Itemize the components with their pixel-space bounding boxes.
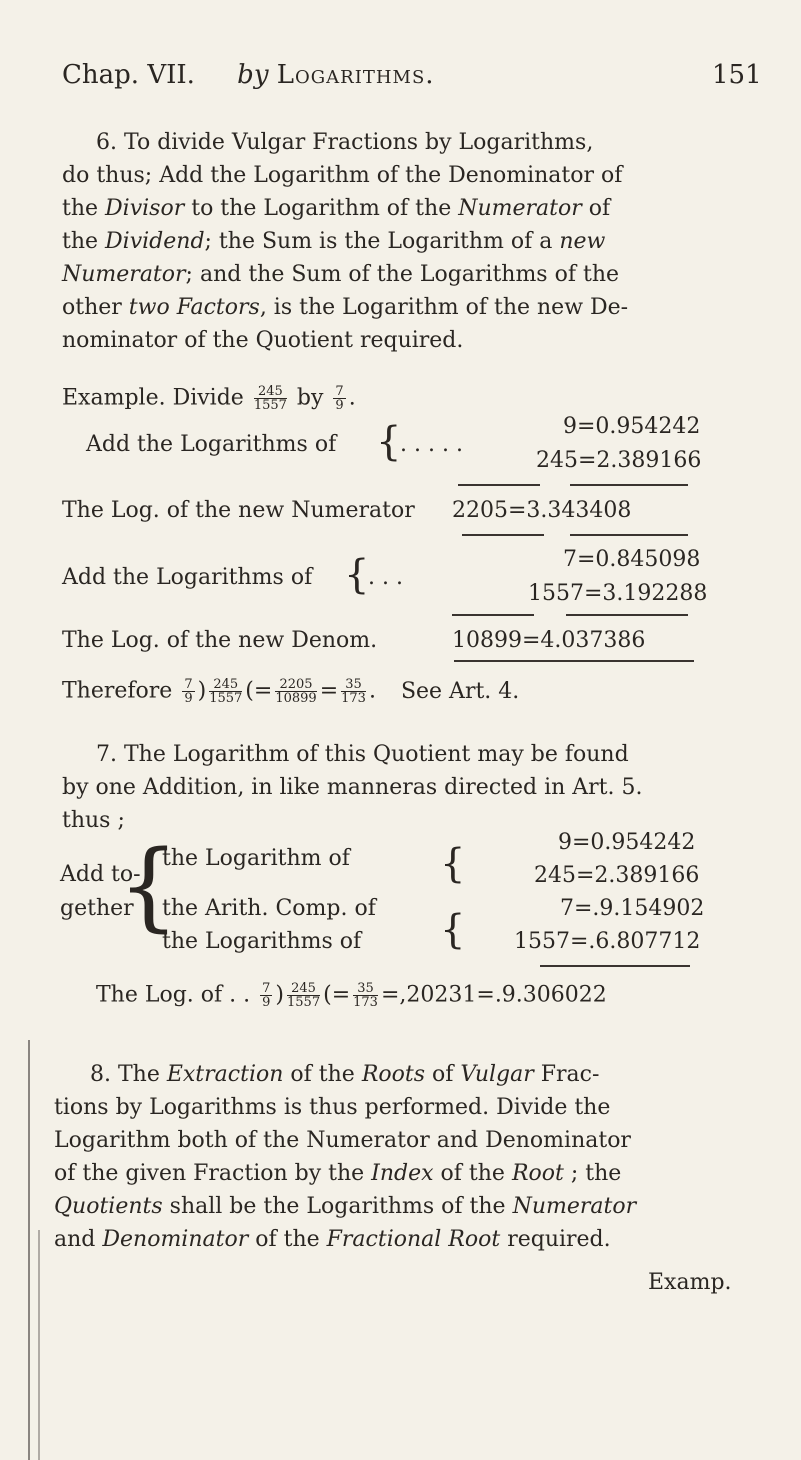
para8-line5 bbox=[54, 1194, 636, 1219]
new-denom-value: 10899=4.037386 bbox=[452, 628, 646, 653]
t: of bbox=[425, 1062, 461, 1087]
para6-line4 bbox=[62, 229, 605, 254]
row-7: 7=.9.154902 bbox=[560, 896, 705, 921]
fraction bbox=[275, 678, 316, 705]
rule bbox=[566, 614, 688, 616]
therefore-word: Therefore bbox=[62, 678, 173, 704]
new-numerator-label: The Log. of the new Numerator bbox=[62, 498, 415, 523]
t: ; the Sum is the Logarithm of a bbox=[204, 229, 560, 254]
fraction bbox=[209, 678, 242, 705]
dots-2: . . . bbox=[368, 565, 403, 590]
header-title: Logarithms. bbox=[276, 60, 435, 90]
log-result-value: =,20231=.9.306022 bbox=[380, 982, 607, 1008]
rule bbox=[570, 534, 688, 536]
numerator: 7 bbox=[262, 981, 271, 996]
denominator: 1557 bbox=[209, 691, 243, 706]
para7-line3: thus ; bbox=[62, 808, 125, 833]
t: of the given Fraction by the bbox=[54, 1161, 372, 1186]
fraction bbox=[182, 678, 194, 705]
col-logarithm-of: the Logarithm of bbox=[162, 846, 350, 871]
numerator: 7 bbox=[184, 677, 193, 692]
para6-line2 bbox=[62, 163, 622, 188]
page-number: 151 bbox=[712, 60, 762, 90]
para6-line3 bbox=[62, 196, 610, 221]
t-denominator: Denominator bbox=[102, 1227, 249, 1252]
t-vulgar: Vulgar bbox=[460, 1062, 534, 1087]
fraction bbox=[341, 678, 366, 705]
numerator: 35 bbox=[353, 982, 378, 996]
t-roots: Roots bbox=[361, 1062, 425, 1087]
rule bbox=[540, 965, 690, 967]
add-logs-label-1 bbox=[86, 432, 336, 457]
denominator: 173 bbox=[341, 691, 366, 706]
col-arith-comp: the Arith. Comp. of bbox=[162, 896, 376, 921]
t-numerator: Numerator bbox=[62, 262, 186, 287]
para6-line5 bbox=[62, 262, 619, 287]
therefore-line: Therefore $\frac{7}{9}$ ) $\frac{245}{1557}$ (= $\frac{2205}{10899}$ = $\frac{35}{173}$ . See Art. 4. bbox=[62, 677, 520, 706]
para8-line1 bbox=[90, 1062, 599, 1087]
big-brace-left: { bbox=[118, 830, 180, 942]
para7-line1: 7. The Logarithm of this Quotient may be found bbox=[96, 742, 629, 767]
t-new: new bbox=[559, 229, 606, 254]
fraction bbox=[260, 982, 272, 1009]
denominator: 173 bbox=[353, 995, 378, 1010]
numerator: 245 bbox=[287, 982, 320, 996]
denominator: 9 bbox=[184, 691, 193, 706]
chapter-label: Chap. VII. bbox=[62, 60, 195, 90]
para6-line6 bbox=[62, 295, 628, 320]
log-row-245: 245=2.389166 bbox=[536, 448, 702, 473]
t: to the Logarithm of the bbox=[184, 196, 459, 221]
denominator: 9 bbox=[262, 995, 271, 1010]
t-divisor: Divisor bbox=[105, 196, 185, 221]
dots-1: . . . . . bbox=[400, 432, 463, 457]
para6-line2-text: do thus; Add the Logarithm of the Denominator of bbox=[62, 163, 623, 188]
brace-4: { bbox=[440, 907, 466, 953]
t: . bbox=[348, 385, 356, 411]
t-root: Root bbox=[511, 1161, 564, 1186]
new-denom-label: The Log. of the new Denom. bbox=[62, 628, 378, 653]
denominator: 9 bbox=[335, 398, 344, 413]
t: of the bbox=[248, 1227, 327, 1252]
gether-label: gether bbox=[60, 896, 134, 921]
t-numerator: Numerator bbox=[512, 1194, 637, 1219]
fraction bbox=[287, 982, 320, 1009]
t: Add the Logarithms of bbox=[86, 432, 337, 457]
rule bbox=[458, 484, 540, 486]
rule bbox=[462, 534, 544, 536]
t: other bbox=[62, 295, 129, 320]
t-extraction: Extraction bbox=[166, 1062, 284, 1087]
brace-3: { bbox=[440, 841, 466, 887]
t-dividend: Dividend bbox=[105, 229, 205, 254]
t: of the bbox=[283, 1062, 362, 1087]
log-of-result-line: The Log. of . . $\frac{7}{9}$ ) $\frac{245}{1557}$ (= $\frac{35}{173}$ =,20231=.9.306022 bbox=[96, 981, 607, 1010]
numerator: 245 bbox=[254, 385, 287, 399]
numerator: 7 bbox=[335, 384, 344, 399]
log-row-1557: 1557=3.192288 bbox=[528, 581, 708, 606]
add-to-label: Add to- bbox=[60, 862, 141, 887]
brace-2: { bbox=[344, 552, 370, 598]
t: and bbox=[54, 1227, 103, 1252]
catchword: Examp. bbox=[648, 1270, 732, 1295]
rule bbox=[452, 614, 534, 616]
t: The Log. of . . bbox=[96, 982, 251, 1008]
t-fractional-root: Fractional Root bbox=[326, 1227, 501, 1252]
t-numerator: Numerator bbox=[458, 196, 582, 221]
new-numerator-value: 2205=3.343408 bbox=[452, 498, 632, 523]
t: Frac- bbox=[533, 1062, 600, 1087]
example-fraction-1 bbox=[254, 385, 287, 412]
log-row-7: 7=0.845098 bbox=[563, 547, 701, 572]
rule bbox=[570, 484, 688, 486]
t: the bbox=[62, 196, 106, 221]
brace-1: { bbox=[376, 419, 402, 465]
numerator: 245 bbox=[209, 678, 242, 692]
t: of the bbox=[433, 1161, 512, 1186]
gutter-shadow bbox=[28, 1040, 30, 1460]
para8-line6 bbox=[54, 1227, 611, 1252]
col-logarithms-of: the Logarithms of bbox=[162, 929, 362, 954]
denominator: 10899 bbox=[275, 691, 317, 706]
numerator: 2205 bbox=[275, 678, 316, 692]
denominator: 1557 bbox=[287, 995, 321, 1010]
para8-line2: tions by Logarithms is thus performed. Divide the bbox=[54, 1095, 611, 1120]
gutter-shadow bbox=[38, 1230, 40, 1460]
example-by: by bbox=[296, 385, 324, 411]
t: the bbox=[62, 229, 106, 254]
see-article: See Art. 4. bbox=[400, 678, 520, 704]
t-index: Index bbox=[371, 1161, 434, 1186]
row-1557: 1557=.6.807712 bbox=[514, 929, 701, 954]
example-label: Example. Divide bbox=[62, 385, 244, 411]
row-245: 245=2.389166 bbox=[534, 863, 700, 888]
para8-line4 bbox=[54, 1161, 621, 1186]
header-by: by bbox=[237, 60, 269, 90]
t: shall be the Logarithms of the bbox=[162, 1194, 513, 1219]
numerator: 35 bbox=[341, 678, 366, 692]
t: , is the Logarithm of the new De- bbox=[259, 295, 629, 320]
para6-line1: 6. To divide Vulgar Fractions by Logarithms, bbox=[96, 130, 594, 155]
denominator: 1557 bbox=[253, 398, 287, 413]
log-row-9: 9=0.954242 bbox=[563, 414, 701, 439]
para8-line3: Logarithm both of the Numerator and Denominator bbox=[54, 1128, 631, 1153]
running-header bbox=[62, 60, 435, 90]
para6-line7: nominator of the Quotient required. bbox=[62, 328, 464, 353]
rule bbox=[454, 660, 694, 662]
t: ; and the Sum of the Logarithms of the bbox=[185, 262, 620, 287]
t-quotients: Quotients bbox=[54, 1194, 163, 1219]
example-fraction-2 bbox=[333, 385, 345, 412]
para7-line2: by one Addition, in like manneras directed in Art. 5. bbox=[62, 775, 643, 800]
add-logs-label-2: Add the Logarithms of bbox=[62, 565, 313, 590]
t: 8. The bbox=[90, 1062, 167, 1087]
t-two-factors: two Factors bbox=[128, 295, 260, 320]
t: required. bbox=[500, 1227, 611, 1252]
example-line bbox=[62, 385, 356, 412]
t: ; the bbox=[563, 1161, 622, 1186]
row-9: 9=0.954242 bbox=[558, 830, 696, 855]
t: of bbox=[581, 196, 611, 221]
fraction bbox=[353, 982, 378, 1009]
